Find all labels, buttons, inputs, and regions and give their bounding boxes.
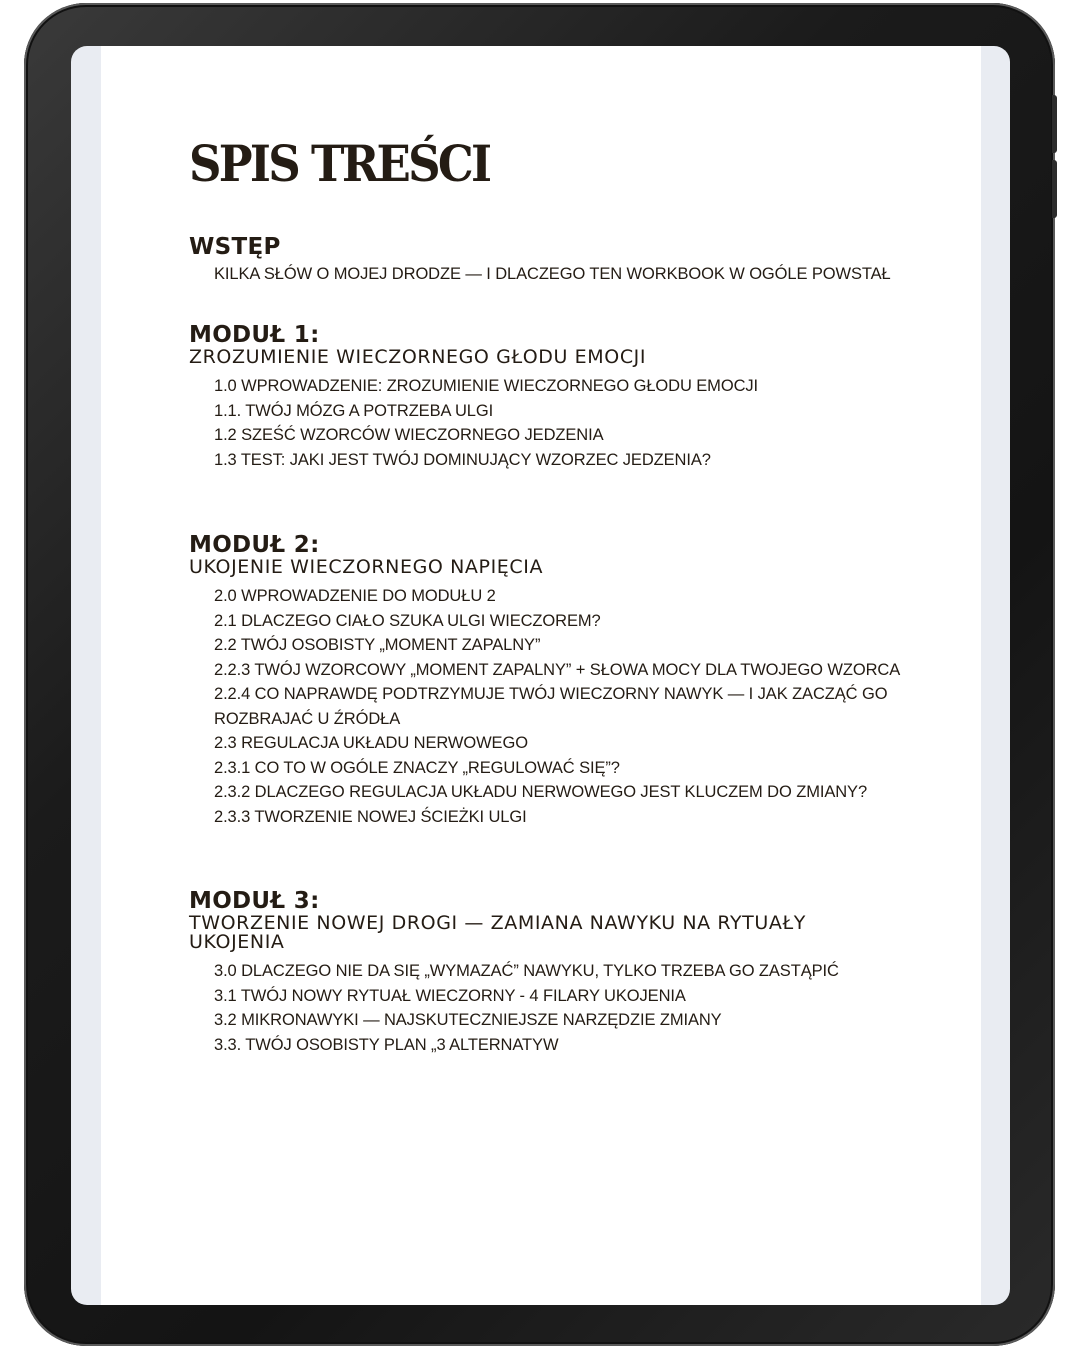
section-heading: MODUŁ 2:: [189, 532, 320, 558]
section-heading: WSTĘP: [189, 234, 281, 260]
toc-entry: 3.3. TWÓJ OSOBISTY PLAN „3 ALTERNATYW: [214, 1035, 559, 1054]
tablet-side-button-lower: [1052, 160, 1057, 218]
toc-entry: 1.1. TWÓJ MÓZG A POTRZEBA ULGI: [214, 401, 494, 420]
toc-entry: 2.2.3 TWÓJ WZORCOWY „MOMENT ZAPALNY” + SŁOWA MOCY DLA TWOJEGO WZORCA: [214, 660, 901, 679]
toc-entry: 2.3.1 CO TO W OGÓLE ZNACZY „REGULOWAĆ SIĘ”?: [214, 758, 620, 777]
toc-entry: 2.1 DLACZEGO CIAŁO SZUKA ULGI WIECZOREM?: [214, 611, 601, 630]
toc-entry: KILKA SŁÓW O MOJEJ DRODZE — I DLACZEGO TEN WORKBOOK W OGÓLE POWSTAŁ: [214, 265, 891, 283]
section-subtitle: ZROZUMIENIE WIECZORNEGO GŁODU EMOCJI: [189, 346, 647, 368]
section-items: [189, 262, 949, 287]
section-module-1: [189, 322, 949, 472]
toc-entry: 2.3 REGULACJA UKŁADU NERWOWEGO: [214, 734, 528, 752]
toc-entry: 2.3.3 TWORZENIE NOWEJ ŚCIEŻKI ULGI: [214, 807, 527, 826]
document-page: [101, 46, 981, 1305]
section-subtitle: UKOJENIE WIECZORNEGO NAPIĘCIA: [189, 556, 544, 578]
section-items: [189, 959, 949, 1057]
toc-entry: 1.3 TEST: JAKI JEST TWÓJ DOMINUJĄCY WZORZEC JEDZENIA?: [214, 450, 711, 469]
toc-entry: 2.0 WPROWADZENIE DO MODUŁU 2: [214, 587, 496, 605]
toc-entry: 3.2 MIKRONAWYKI — NAJSKUTECZNIEJSZE NARZĘDZIE ZMIANY: [214, 1011, 722, 1029]
tablet-screen: [71, 46, 1010, 1305]
toc-entry: 2.2.4 CO NAPRAWDĘ PODTRZYMUJE TWÓJ WIECZORNY NAWYK — I JAK ZACZĄĆ GO ROZBRAJAĆ U ŹRÓDŁA: [214, 685, 888, 728]
tablet-side-button-upper: [1052, 95, 1057, 153]
page-title: SPIS TREŚCI: [189, 134, 490, 193]
toc-entry: 3.1 TWÓJ NOWY RYTUAŁ WIECZORNY - 4 FILARY UKOJENIA: [214, 986, 686, 1005]
section-module-2: [189, 532, 949, 829]
section-heading: MODUŁ 1:: [189, 322, 320, 348]
section-subtitle: TWORZENIE NOWEJ DROGI — ZAMIANA NAWYKU NA RYTUAŁY UKOJENIA: [189, 912, 806, 953]
toc-entry: 2.2 TWÓJ OSOBISTY „MOMENT ZAPALNY”: [214, 636, 541, 654]
section-heading: MODUŁ 3:: [189, 888, 320, 914]
section-items: [189, 584, 949, 829]
toc-entry: 1.0 WPROWADZENIE: ZROZUMIENIE WIECZORNEGO GŁODU EMOCJI: [214, 377, 759, 395]
toc-entry: 1.2 SZEŚĆ WZORCÓW WIECZORNEGO JEDZENIA: [214, 426, 604, 444]
section-module-3: [189, 888, 949, 1057]
table-of-contents: [189, 134, 949, 1054]
toc-entry: 2.3.2 DLACZEGO REGULACJA UKŁADU NERWOWEGO JEST KLUCZEM DO ZMIANY?: [214, 783, 868, 801]
section-items: [189, 374, 949, 472]
section-intro: [189, 234, 949, 287]
toc-entry: 3.0 DLACZEGO NIE DA SIĘ „WYMAZAĆ” NAWYKU, TYLKO TRZEBA GO ZASTĄPIĆ: [214, 962, 839, 980]
